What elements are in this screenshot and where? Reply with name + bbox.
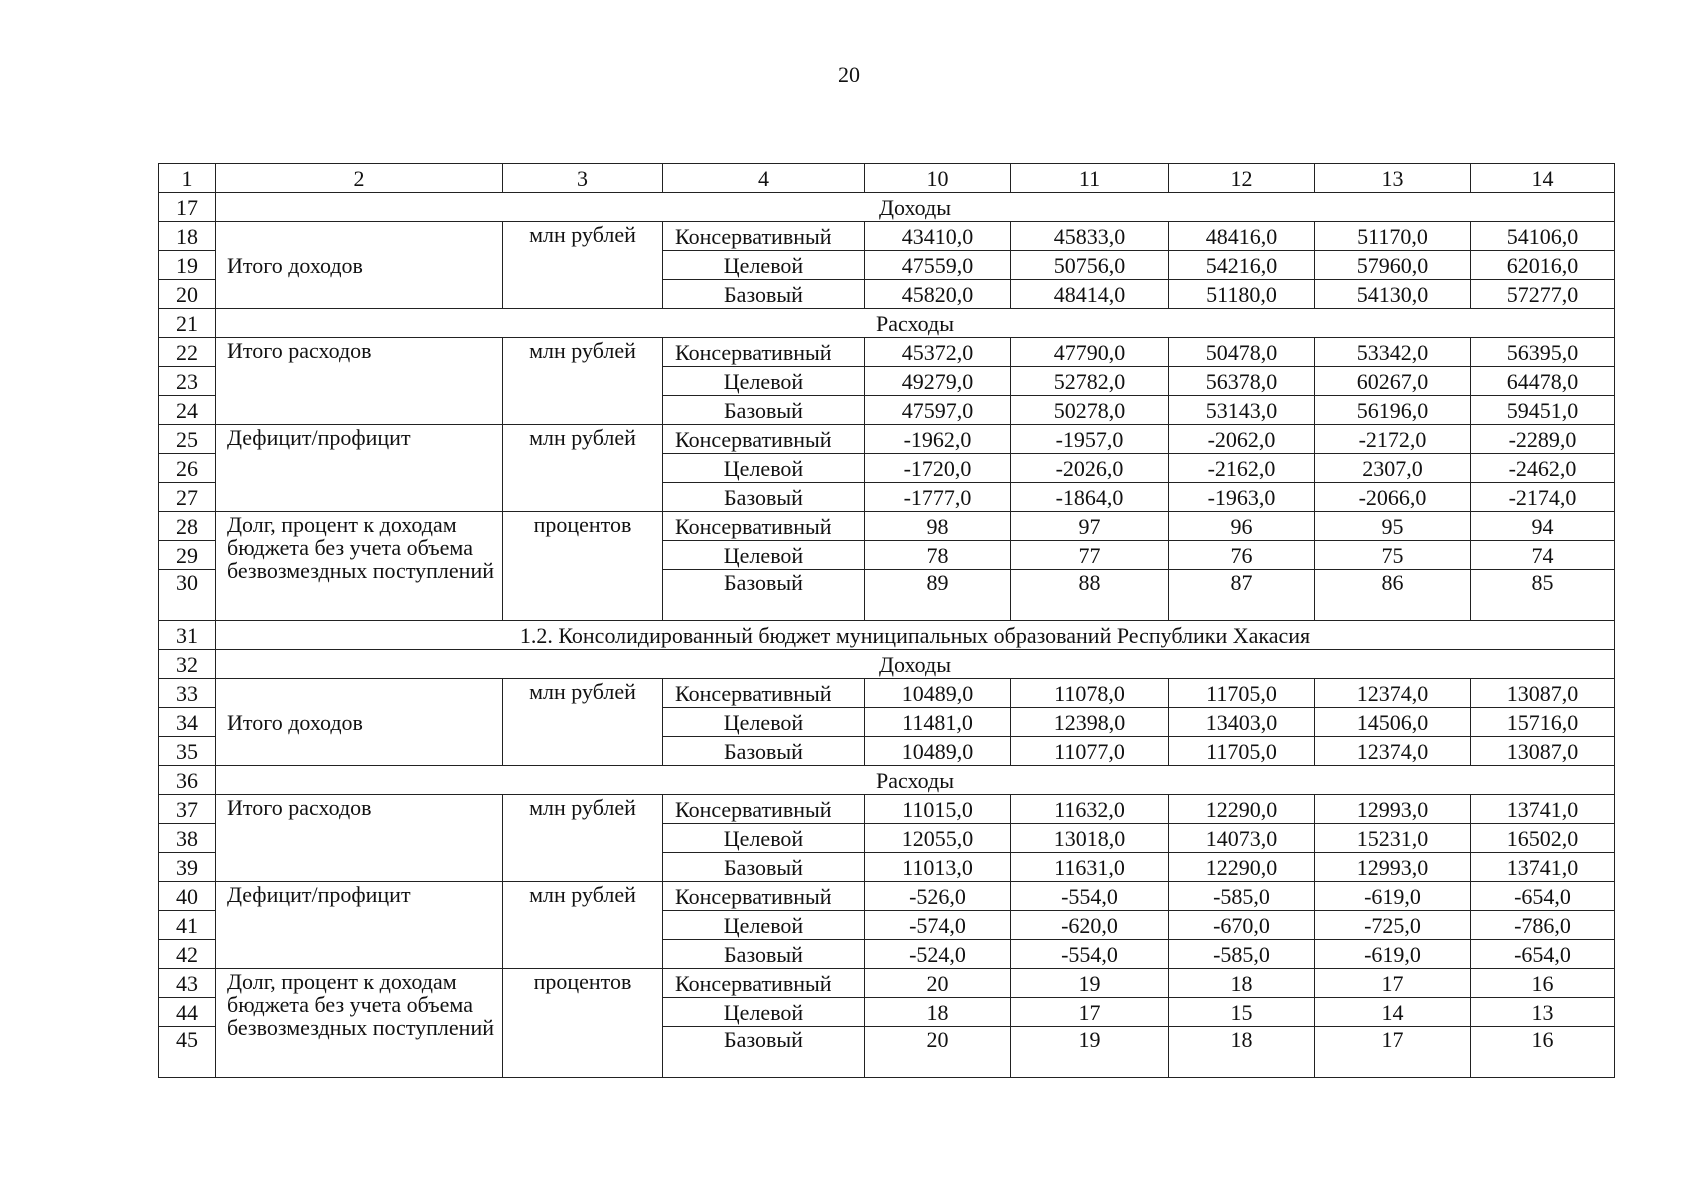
value-cell: -554,0 [1011,882,1169,911]
value-cell: 96 [1169,512,1315,541]
value-cell: 57277,0 [1471,280,1615,309]
scenario-label: Консервативный [663,679,865,708]
value-cell: 47790,0 [1011,338,1169,367]
value-cell: 13087,0 [1471,679,1615,708]
value-cell: 12374,0 [1315,737,1471,766]
value-cell: 98 [865,512,1011,541]
value-cell: -786,0 [1471,911,1615,940]
value-cell: 13741,0 [1471,853,1615,882]
value-cell: 14 [1315,998,1471,1027]
indicator-label: Итого расходов [216,338,503,425]
scenario-label: Базовый [663,737,865,766]
row-number: 36 [159,766,216,795]
value-cell: 19 [1011,969,1169,998]
value-cell: 56196,0 [1315,396,1471,425]
value-cell: 97 [1011,512,1169,541]
value-cell: 10489,0 [865,737,1011,766]
value-cell: 11078,0 [1011,679,1169,708]
indicator-label: Долг, процент к доходам бюджета без учета объема безвозмездных поступлений [216,969,503,1078]
value-cell: 18 [865,998,1011,1027]
row-number: 31 [159,621,216,650]
value-cell: 48414,0 [1011,280,1169,309]
value-cell: 45833,0 [1011,222,1169,251]
table-row [159,425,1615,454]
value-cell: 51170,0 [1315,222,1471,251]
table-row [159,795,1615,824]
indicator-label: Долг, процент к доходам бюджета без учета объема безвозмездных поступлений [216,512,503,621]
table-row [159,882,1615,911]
value-cell: 10489,0 [865,679,1011,708]
scenario-label: Целевой [663,911,865,940]
unit-label: млн рублей [503,338,663,425]
header-cell: 3 [503,164,663,193]
value-cell: 15 [1169,998,1315,1027]
value-cell: 11705,0 [1169,737,1315,766]
value-cell: 11632,0 [1011,795,1169,824]
indicator-label: Дефицит/профицит [216,882,503,969]
value-cell: 47559,0 [865,251,1011,280]
row-number: 41 [159,911,216,940]
value-cell: 18 [1169,1027,1315,1078]
value-cell: -526,0 [865,882,1011,911]
row-number: 40 [159,882,216,911]
row-number: 19 [159,251,216,280]
value-cell: -670,0 [1169,911,1315,940]
value-cell: -554,0 [1011,940,1169,969]
value-cell: 49279,0 [865,367,1011,396]
unit-label: млн рублей [503,795,663,882]
scenario-label: Консервативный [663,338,865,367]
table-row [159,679,1615,708]
value-cell: 95 [1315,512,1471,541]
row-number: 24 [159,396,216,425]
scenario-label: Целевой [663,367,865,396]
value-cell: -2289,0 [1471,425,1615,454]
value-cell: 64478,0 [1471,367,1615,396]
scenario-label: Консервативный [663,969,865,998]
value-cell: -585,0 [1169,882,1315,911]
value-cell: 13 [1471,998,1615,1027]
row-number: 29 [159,541,216,570]
scenario-label: Консервативный [663,425,865,454]
row-number: 39 [159,853,216,882]
value-cell: 43410,0 [865,222,1011,251]
value-cell: 12993,0 [1315,853,1471,882]
value-cell: -2026,0 [1011,454,1169,483]
value-cell: -585,0 [1169,940,1315,969]
value-cell: 87 [1169,570,1315,621]
budget-forecast-table [158,163,1615,1078]
value-cell: -1963,0 [1169,483,1315,512]
section-title: Доходы [216,650,1615,679]
value-cell: 62016,0 [1471,251,1615,280]
value-cell: 11481,0 [865,708,1011,737]
value-cell: 75 [1315,541,1471,570]
row-number: 45 [159,1027,216,1078]
value-cell: 52782,0 [1011,367,1169,396]
row-number: 28 [159,512,216,541]
value-cell: 17 [1315,1027,1471,1078]
table-row [159,969,1615,998]
value-cell: 20 [865,1027,1011,1078]
value-cell: 54130,0 [1315,280,1471,309]
row-number: 43 [159,969,216,998]
row-number: 17 [159,193,216,222]
indicator-label: Дефицит/профицит [216,425,503,512]
indicator-label: Итого доходов [216,222,503,309]
indicator-label: Итого расходов [216,795,503,882]
value-cell: 12290,0 [1169,795,1315,824]
row-number: 32 [159,650,216,679]
value-cell: -1777,0 [865,483,1011,512]
row-number: 34 [159,708,216,737]
value-cell: -2172,0 [1315,425,1471,454]
row-number: 26 [159,454,216,483]
value-cell: 53342,0 [1315,338,1471,367]
value-cell: -725,0 [1315,911,1471,940]
page-number: 20 [838,62,860,87]
scenario-label: Целевой [663,998,865,1027]
value-cell: 56378,0 [1169,367,1315,396]
header-cell: 13 [1315,164,1471,193]
row-number: 35 [159,737,216,766]
value-cell: 50756,0 [1011,251,1169,280]
value-cell: -2162,0 [1169,454,1315,483]
section-row [159,766,1615,795]
scenario-label: Консервативный [663,795,865,824]
scenario-label: Целевой [663,541,865,570]
header-cell: 10 [865,164,1011,193]
value-cell: 11705,0 [1169,679,1315,708]
scenario-label: Базовый [663,940,865,969]
value-cell: -2174,0 [1471,483,1615,512]
scenario-label: Целевой [663,454,865,483]
value-cell: 16502,0 [1471,824,1615,853]
scenario-label: Базовый [663,396,865,425]
header-cell: 1 [159,164,216,193]
value-cell: -1957,0 [1011,425,1169,454]
value-cell: 54216,0 [1169,251,1315,280]
value-cell: 15231,0 [1315,824,1471,853]
value-cell: -619,0 [1315,882,1471,911]
value-cell: 54106,0 [1471,222,1615,251]
value-cell: 16 [1471,969,1615,998]
row-number: 25 [159,425,216,454]
value-cell: 17 [1011,998,1169,1027]
value-cell: 11631,0 [1011,853,1169,882]
header-cell: 14 [1471,164,1615,193]
row-number: 21 [159,309,216,338]
value-cell: -619,0 [1315,940,1471,969]
value-cell: 85 [1471,570,1615,621]
value-cell: 20 [865,969,1011,998]
value-cell: 13087,0 [1471,737,1615,766]
row-number: 20 [159,280,216,309]
value-cell: 15716,0 [1471,708,1615,737]
value-cell: 13403,0 [1169,708,1315,737]
unit-label: млн рублей [503,425,663,512]
value-cell: -654,0 [1471,940,1615,969]
value-cell: 17 [1315,969,1471,998]
unit-label: млн рублей [503,679,663,766]
scenario-label: Целевой [663,708,865,737]
value-cell: 45372,0 [865,338,1011,367]
value-cell: 11015,0 [865,795,1011,824]
scenario-label: Целевой [663,251,865,280]
value-cell: 11013,0 [865,853,1011,882]
value-cell: 12993,0 [1315,795,1471,824]
unit-label: млн рублей [503,222,663,309]
header-cell: 4 [663,164,865,193]
row-number: 38 [159,824,216,853]
section-row [159,650,1615,679]
scenario-label: Базовый [663,1027,865,1078]
value-cell: 12055,0 [865,824,1011,853]
value-cell: 18 [1169,969,1315,998]
indicator-label: Итого доходов [216,679,503,766]
value-cell: -2462,0 [1471,454,1615,483]
value-cell: 51180,0 [1169,280,1315,309]
row-number: 30 [159,570,216,621]
value-cell: 74 [1471,541,1615,570]
table-row [159,222,1615,251]
value-cell: -574,0 [865,911,1011,940]
value-cell: 13018,0 [1011,824,1169,853]
scenario-label: Базовый [663,280,865,309]
scenario-label: Базовый [663,853,865,882]
value-cell: 11077,0 [1011,737,1169,766]
scenario-label: Консервативный [663,512,865,541]
row-number: 33 [159,679,216,708]
value-cell: 76 [1169,541,1315,570]
value-cell: 14506,0 [1315,708,1471,737]
value-cell: 48416,0 [1169,222,1315,251]
value-cell: -524,0 [865,940,1011,969]
section-row [159,621,1615,650]
header-cell: 11 [1011,164,1169,193]
row-number: 42 [159,940,216,969]
row-number: 44 [159,998,216,1027]
row-number: 22 [159,338,216,367]
scenario-label: Базовый [663,570,865,621]
value-cell: 12290,0 [1169,853,1315,882]
value-cell: 19 [1011,1027,1169,1078]
value-cell: 12398,0 [1011,708,1169,737]
value-cell: 12374,0 [1315,679,1471,708]
value-cell: 56395,0 [1471,338,1615,367]
section-title: Расходы [216,766,1615,795]
section-title: Расходы [216,309,1615,338]
scenario-label: Консервативный [663,222,865,251]
value-cell: 45820,0 [865,280,1011,309]
value-cell: -1864,0 [1011,483,1169,512]
value-cell: 16 [1471,1027,1615,1078]
table-row [159,512,1615,541]
value-cell: -654,0 [1471,882,1615,911]
value-cell: 50278,0 [1011,396,1169,425]
table-row [159,338,1615,367]
value-cell: -620,0 [1011,911,1169,940]
value-cell: 60267,0 [1315,367,1471,396]
unit-label: процентов [503,969,663,1078]
scenario-label: Целевой [663,824,865,853]
row-number: 23 [159,367,216,396]
unit-label: млн рублей [503,882,663,969]
value-cell: 14073,0 [1169,824,1315,853]
budget-section-heading: 1.2. Консолидированный бюджет муниципальных образований Республики Хакасия [216,621,1615,650]
value-cell: 47597,0 [865,396,1011,425]
value-cell: 88 [1011,570,1169,621]
value-cell: 13741,0 [1471,795,1615,824]
value-cell: -2066,0 [1315,483,1471,512]
header-cell: 2 [216,164,503,193]
value-cell: 86 [1315,570,1471,621]
row-number: 37 [159,795,216,824]
value-cell: 77 [1011,541,1169,570]
value-cell: -1962,0 [865,425,1011,454]
row-number: 27 [159,483,216,512]
value-cell: 78 [865,541,1011,570]
value-cell: 94 [1471,512,1615,541]
section-row [159,193,1615,222]
section-title: Доходы [216,193,1615,222]
value-cell: 59451,0 [1471,396,1615,425]
header-cell: 12 [1169,164,1315,193]
value-cell: 57960,0 [1315,251,1471,280]
value-cell: 50478,0 [1169,338,1315,367]
scenario-label: Консервативный [663,882,865,911]
value-cell: -2062,0 [1169,425,1315,454]
row-number: 18 [159,222,216,251]
section-row [159,309,1615,338]
value-cell: 2307,0 [1315,454,1471,483]
unit-label: процентов [503,512,663,621]
scenario-label: Базовый [663,483,865,512]
column-number-row [159,164,1615,193]
value-cell: 53143,0 [1169,396,1315,425]
value-cell: -1720,0 [865,454,1011,483]
value-cell: 89 [865,570,1011,621]
